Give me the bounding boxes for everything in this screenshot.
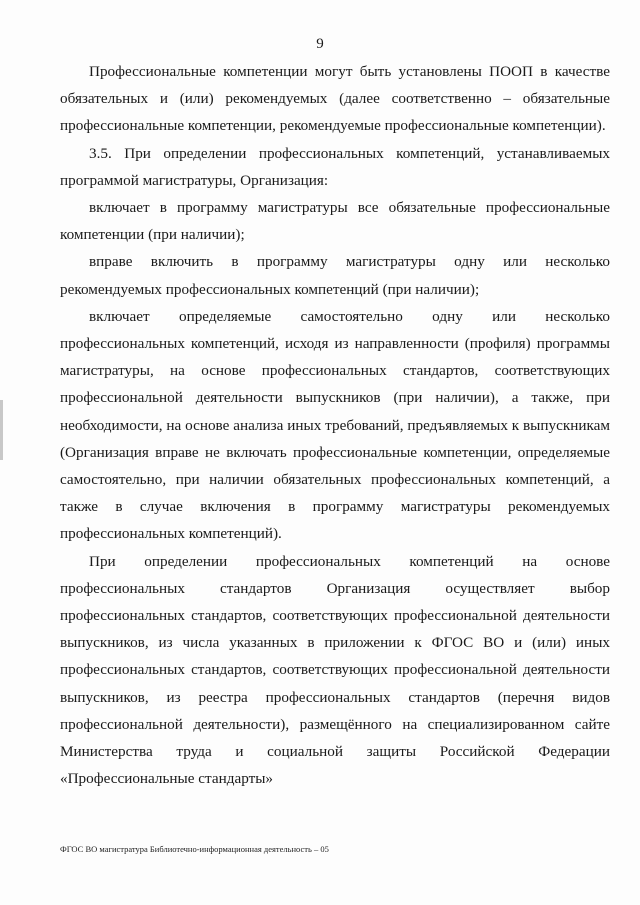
paragraph-professional-standards: При определении профессиональных компетенций на основе профессиональных стандартов Организация осуществляет выбор профессиональных стандартов, соответствующих профессиональной деятельности выпускников, из числа указанных в приложении к ФГОС ВО и (или) иных профессиональных стандартов, соответствующих профессиональной деятельности выпускников, из реестра профессиональных стандартов (перечня видов профессиональной деятельности), размещённого на специализированном сайте Министерства труда и социальной защиты Российской Федерации «Профессиональные стандарты»: [60, 552, 610, 788]
paragraph-includes-mandatory: включает в программу магистратуры все обязательные профессиональные компетенции (при наличии);: [60, 199, 610, 244]
paragraph-may-include-recommended: вправе включить в программу магистратуры одну или несколько рекомендуемых профессиональных компетенций (при наличии);: [60, 253, 610, 298]
page-body: [60, 58, 610, 792]
page-number: 9: [316, 36, 324, 52]
paragraph-3-5-heading: 3.5. При определении профессиональных компетенций, устанавливаемых программой магистратуры, Организация:: [60, 144, 610, 189]
paragraph-competencies-ppop: Профессиональные компетенции могут быть установлены ПООП в качестве обязательных и (или) рекомендуемых (далее соответственно – обязательные профессиональные компетенции, рекомендуемые профессиональные компетенции).: [60, 63, 610, 135]
scan-edge-mark: [0, 400, 3, 460]
page-footer: ФГОС ВО магистратура Библиотечно-информационная деятельность – 05: [60, 844, 329, 854]
paragraph-includes-self-defined: включает определяемые самостоятельно одну или несколько профессиональных компетенций, исходя из направленности (профиля) программы магистратуры, на основе профессиональных стандартов, соответствующих профессиональной деятельности выпускников (при наличии), а также, при необходимости, на основе анализа иных требований, предъявляемых к выпускникам (Организация вправе не включать профессиональные компетенции, определяемые самостоятельно, при наличии обязательных профессиональных компетенций, а также в случае включения в программу магистратуры рекомендуемых профессиональных компетенций).: [60, 307, 610, 543]
